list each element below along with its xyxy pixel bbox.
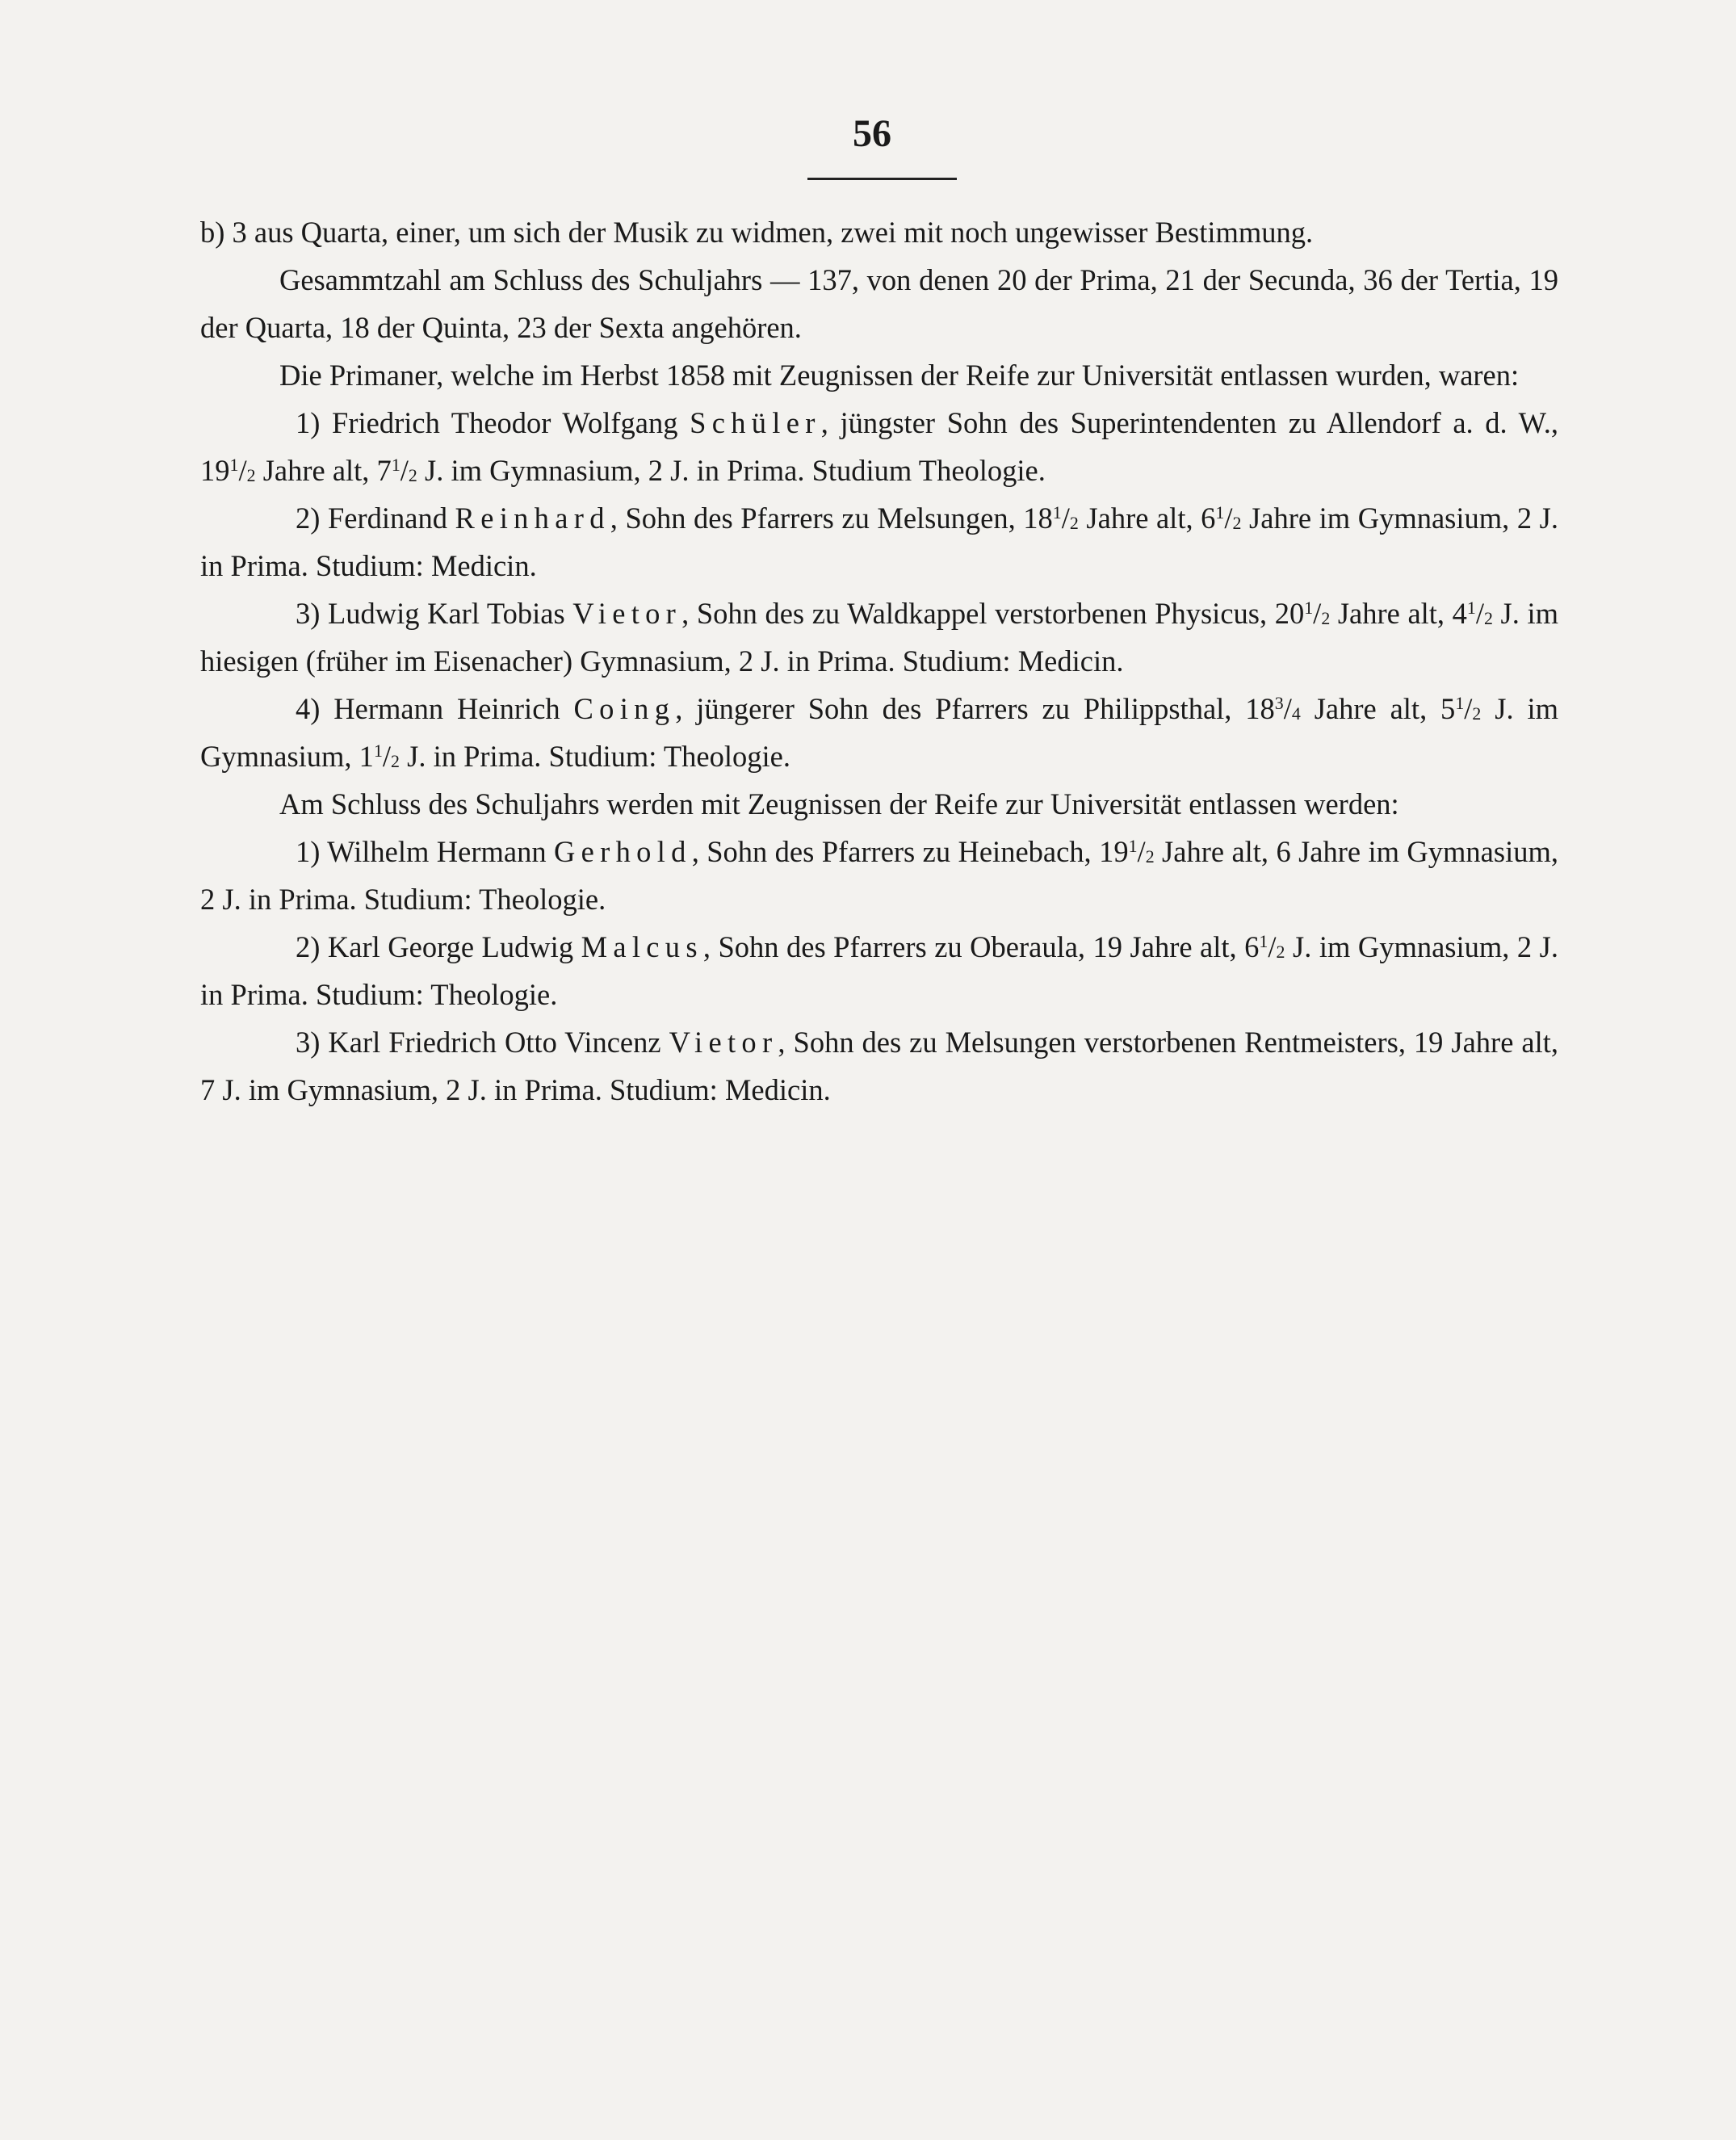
person-name: Vietor [669,1026,778,1059]
person-name: Schüler [690,406,821,439]
list-item-vietor-karl: 3) Karl Friedrich Otto Vincenz Vietor, Sohn des zu Melsungen verstorbenen Rentmeisters, 19 Jahre alt, 7 J. im Gymnasium, 2 J. in Prima. Studium: Medicin. [200,1026,1558,1106]
person-name: Gerhold [554,835,692,868]
person-name: Reinhard [455,501,610,535]
person-name: Vietor [572,597,682,630]
list-item-gerhold: 1) Wilhelm Hermann Gerhold, Sohn des Pfarrers zu Heinebach, $19^1/_2$ Jahre alt, 6 Jahre im Gymnasium, 2 J. in Prima. Studium: Theologie. [200,835,1558,916]
list-item-schueler: 1) Friedrich Theodor Wolfgang Schüler, jüngster Sohn des Superintendenten zu Allendorf a. d. W., $19^1/_2$ Jahre alt, $7^1/_2$ J. im Gymnasium, 2 J. in Prima. Studium Theologie. [200,406,1558,487]
header-rule [807,178,957,180]
list-item-coing: 4) Hermann Heinrich Coing, jüngerer Sohn des Pfarrers zu Philippsthal, $18^3/_4$ Jahre alt, $5^1/_2$ J. im Gymnasium, $1^1/_2$ J. in Prima. Studium: Theologie. [200,692,1558,773]
person-name: Coing [573,692,676,725]
body-text [200,208,1558,1114]
paragraph-total-count: Gesammtzahl am Schluss des Schuljahrs — 137, von denen 20 der Prima, 21 der Secunda, 36 der Tertia, 19 der Quarta, 18 der Quinta, 23 der Sexta angehören. [200,263,1558,344]
list-item-malcus: 2) Karl George Ludwig Malcus, Sohn des Pfarrers zu Oberaula, 19 Jahre alt, $6^1/_2$ J. im Gymnasium, 2 J. in Prima. Studium: Theologie. [200,930,1558,1011]
paragraph-upcoming-graduates: Am Schluss des Schuljahrs werden mit Zeugnissen der Reife zur Universität entlassen werden: [279,787,1399,820]
person-name: Malcus [581,930,703,963]
paragraph-primaner-intro: Die Primaner, welche im Herbst 1858 mit Zeugnissen der Reife zur Universität entlassen wurden, waren: [279,359,1520,392]
page-number: 56 [853,112,891,155]
list-item-reinhard: 2) Ferdinand Reinhard, Sohn des Pfarrers zu Melsungen, $18^1/_2$ Jahre alt, $6^1/_2$ Jahre im Gymnasium, 2 J. in Prima. Studium: Medicin. [200,501,1558,582]
list-item-vietor-ludwig: 3) Ludwig Karl Tobias Vietor, Sohn des zu Waldkappel verstorbenen Physicus, $20^1/_2$ Jahre alt, $4^1/_2$ J. im hiesigen (früher im Eisenacher) Gymnasium, 2 J. in Prima. Studium: Medicin. [200,597,1558,678]
paragraph-departures-quarta: b) 3 aus Quarta, einer, um sich der Musik zu widmen, zwei mit noch ungewisser Bestimmung. [200,216,1314,249]
